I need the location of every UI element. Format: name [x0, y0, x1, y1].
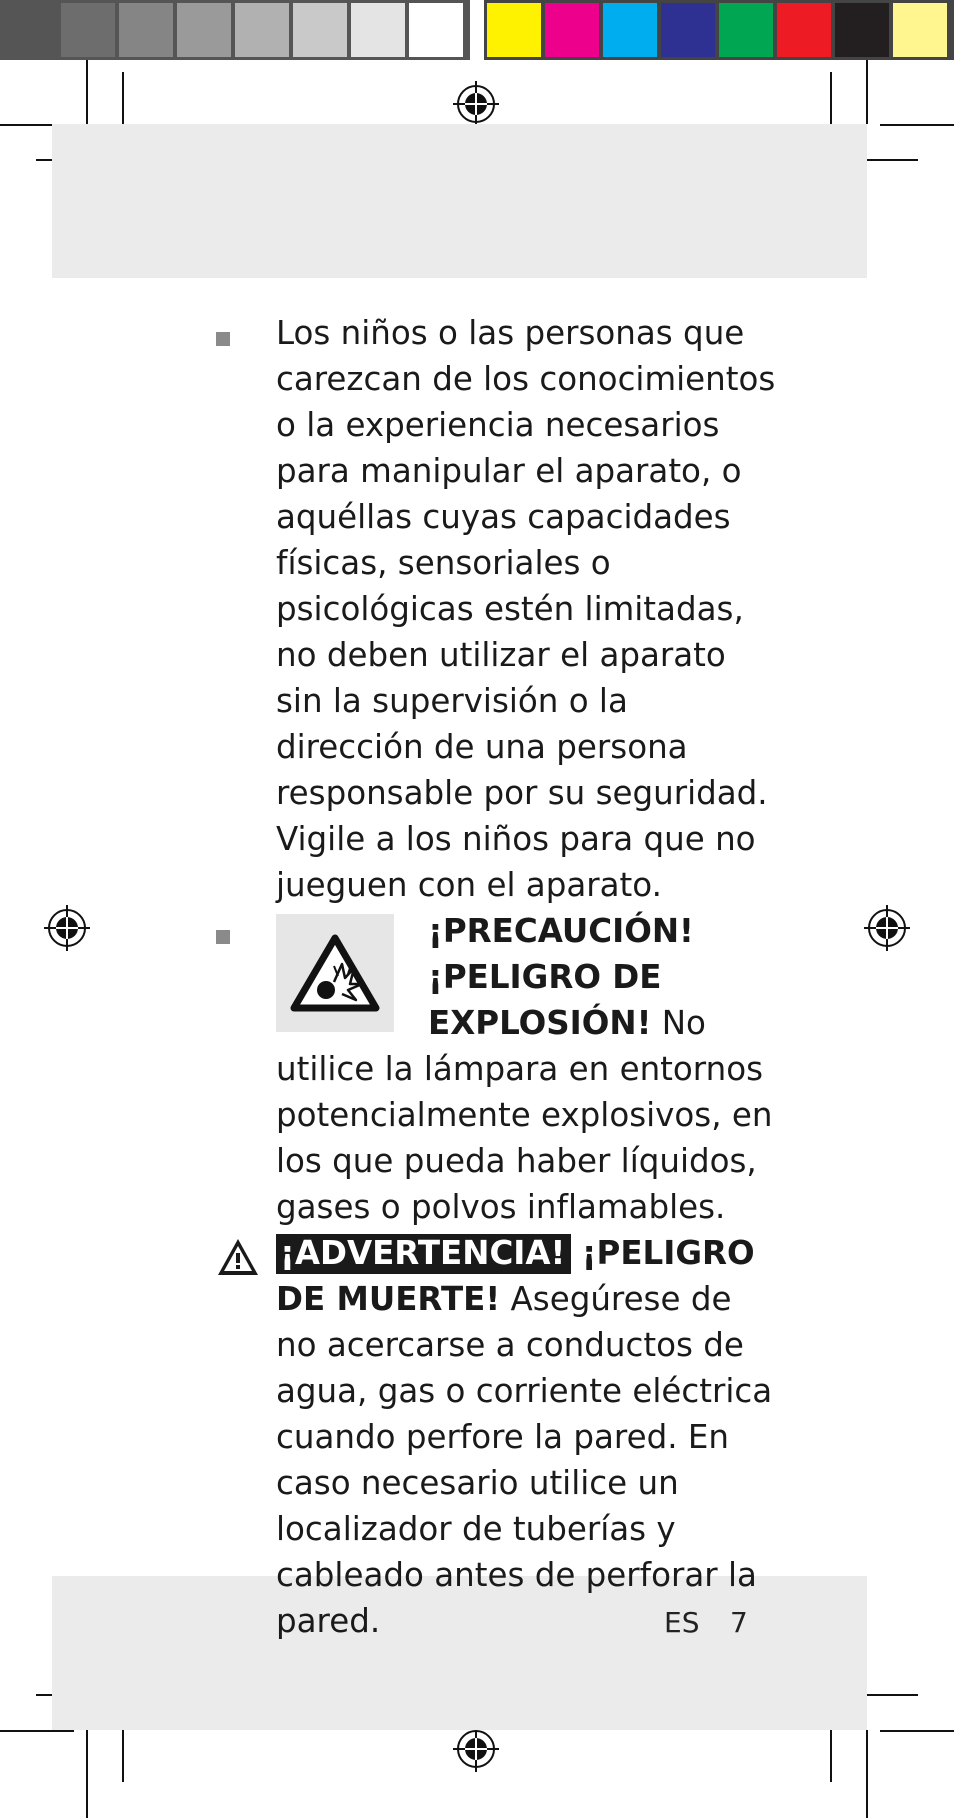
- registration-mark-bottom: [453, 1726, 499, 1772]
- explosion-caution-text: No utilice la lámpara en entornos potencialmente explosivos, en los que pueda haber líquidos, gases o polvos inflamables.: [276, 1004, 773, 1226]
- color-swatch: [893, 3, 947, 57]
- death-warning-paragraph: [276, 1230, 776, 1644]
- death-warning-text: Asegúrese de no acercarse a conductos de agua, gas o corriente eléctrica cuando perfore la pared. En caso necesario utilice un localizador de tuberías y cableado antes de perforar la pared.: [276, 1280, 773, 1640]
- bullet-square: [216, 930, 230, 944]
- warning-triangle-icon: [216, 1237, 260, 1277]
- gray-swatch: [3, 3, 57, 57]
- crop-mark: [122, 72, 124, 132]
- crop-mark: [86, 1730, 88, 1818]
- gray-swatch: [351, 3, 405, 57]
- crop-mark: [880, 124, 954, 126]
- process-color-strip: [484, 0, 954, 60]
- list-item: [276, 310, 776, 908]
- gray-swatch: [409, 3, 463, 57]
- header-band: [52, 124, 867, 278]
- crop-mark: [866, 1730, 868, 1818]
- language-code: ES: [664, 1606, 700, 1639]
- grayscale-strip: [0, 0, 470, 60]
- crop-mark: [880, 1730, 954, 1732]
- explosion-caution-paragraph: [276, 908, 776, 1230]
- registration-mark-right: [864, 905, 910, 951]
- color-swatch: [777, 3, 831, 57]
- crop-mark: [866, 60, 868, 124]
- registration-mark-top: [453, 81, 499, 127]
- warning-label: ¡ADVERTENCIA!: [276, 1234, 571, 1274]
- crop-mark: [86, 60, 88, 124]
- color-swatch: [719, 3, 773, 57]
- page-number: 7: [730, 1606, 748, 1639]
- gray-swatch: [235, 3, 289, 57]
- color-swatch: [661, 3, 715, 57]
- color-swatch: [603, 3, 657, 57]
- registration-mark-left: [44, 905, 90, 951]
- gray-swatch: [293, 3, 347, 57]
- list-item: [276, 908, 776, 1230]
- warning-item: [276, 1230, 776, 1644]
- crop-mark: [830, 72, 832, 132]
- bullet-square: [216, 332, 230, 346]
- children-supervision-text: Los niños o las personas que carezcan de los conocimientos o la experiencia necesarios para manipular el aparato, o aquéllas cuyas capacidades físicas, sensoriales o psicológicas estén limitadas, no deben utilizar el aparato sin la supervisión o la dirección de una persona responsable por su seguridad. Vigile a los niños para que no jueguen con el aparato.: [276, 314, 776, 904]
- color-swatch: [835, 3, 889, 57]
- gray-swatch: [177, 3, 231, 57]
- color-swatch: [487, 3, 541, 57]
- crop-mark: [0, 1730, 74, 1732]
- explosion-caution-heading: ¡PRECAUCIÓN! ¡PELIGRO DE EXPLOSIÓN!: [428, 912, 694, 1042]
- safety-instructions: [276, 310, 776, 1644]
- color-calibration-bar: [0, 0, 954, 60]
- death-warning-heading: ¡PELIGRO DE MUERTE!: [276, 1234, 755, 1318]
- gray-swatch: [119, 3, 173, 57]
- color-swatch: [545, 3, 599, 57]
- explosive-hazard-icon: [276, 914, 394, 1032]
- gray-swatch: [61, 3, 115, 57]
